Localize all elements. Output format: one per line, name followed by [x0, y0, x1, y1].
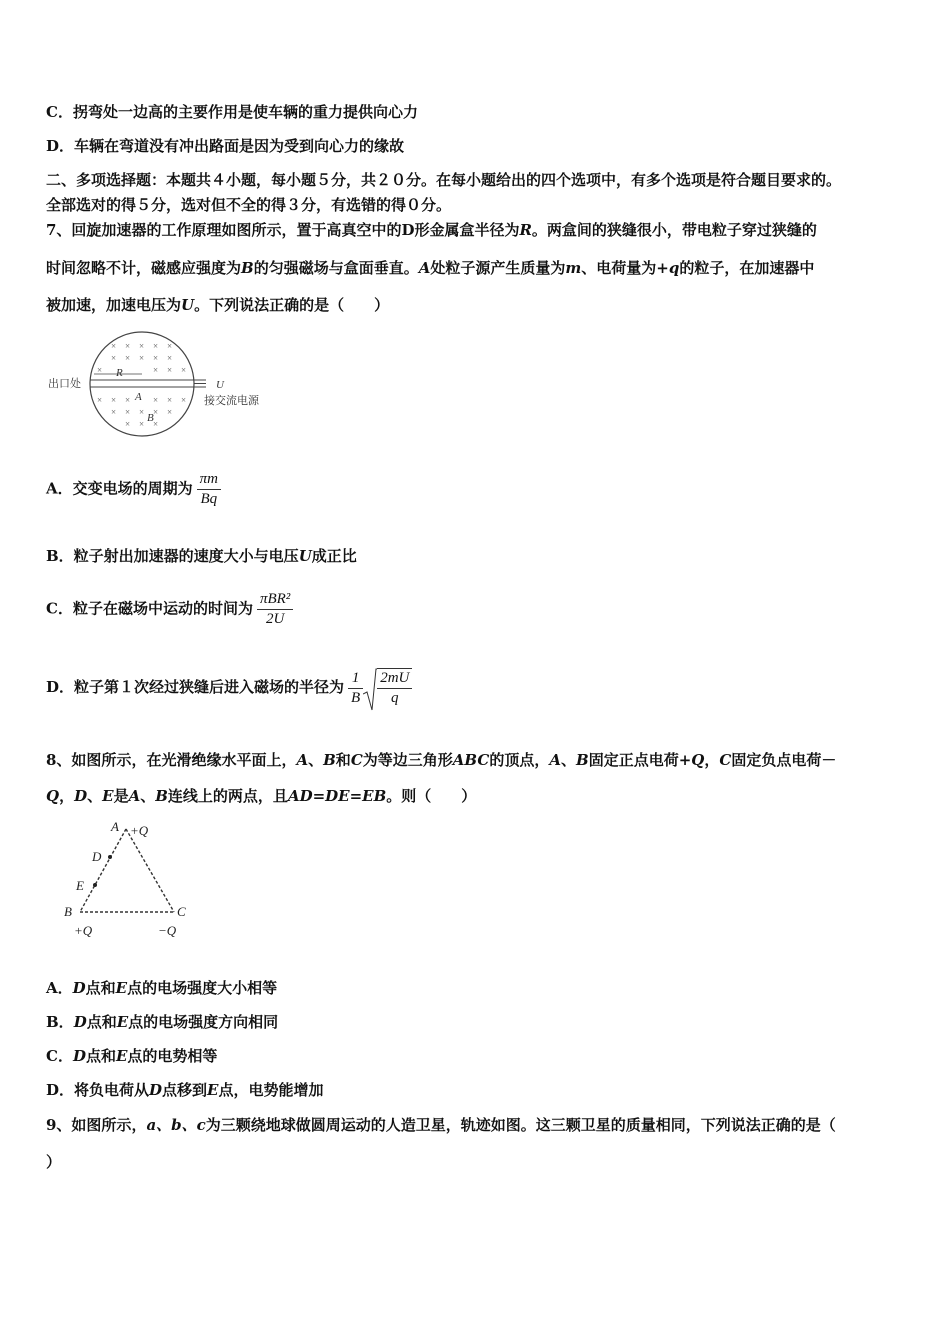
q8-stem-line2: Q，D、E是A、B连线上的两点，且AD=DE=EB。则（ ）	[46, 787, 477, 805]
radius-sqrt: $\frac{2mU}{q}$	[363, 668, 412, 708]
section2-heading-line2: 全部选对的得５分，选对但不全的得３分，有选错的得０分。	[46, 196, 452, 214]
ac-source-label: 接交流电源	[204, 395, 259, 407]
cyclotron-figure	[46, 330, 286, 445]
period-fraction: $\frac{\pi m}{Bq}$	[197, 470, 221, 509]
magnetic-field-crosses	[97, 341, 186, 429]
field-cross: ×	[153, 341, 159, 351]
radius-fraction: $\frac{1}{B}$	[348, 669, 363, 708]
q7-option-a: A．交变电场的周期为 $\frac{\pi m}{Bq}$	[46, 470, 221, 509]
side-ab	[80, 829, 126, 912]
field-cross: ×	[153, 365, 159, 375]
field-cross: ×	[125, 341, 131, 351]
vertex-b-charge: +Q	[74, 923, 93, 938]
q7-option-b: B．粒子射出加速器的速度大小与电压U成正比	[46, 547, 357, 565]
field-cross: ×	[167, 365, 173, 375]
field-label: B	[147, 412, 154, 424]
q7-stem-line1: 7、回旋加速器的工作原理如图所示，置于高真空中的D形金属盒半径为R。两盒间的狭缝很小，带电粒子穿过狭缝的	[46, 221, 817, 239]
field-cross: ×	[167, 395, 173, 405]
field-cross: ×	[139, 353, 145, 363]
q8-option-a: A．D点和E点的电场强度大小相等	[46, 979, 278, 997]
vertex-c-label: C	[177, 904, 186, 919]
q7-option-c: C．粒子在磁场中运动的时间为 $\frac{\text{πBR²}}{2U}$	[46, 590, 293, 629]
field-cross: ×	[153, 353, 159, 363]
point-e-label: E	[76, 878, 84, 893]
triangle-figure	[46, 815, 206, 945]
point-d-label: D	[92, 849, 102, 864]
voltage-label: U	[216, 379, 224, 391]
field-cross: ×	[125, 407, 131, 417]
field-cross: ×	[111, 407, 117, 417]
q6-option-c: C．拐弯处一边高的主要作用是使车辆的重力提供向心力	[46, 103, 418, 121]
field-cross: ×	[181, 365, 187, 375]
field-cross: ×	[97, 395, 103, 405]
exit-label: 出口处	[48, 378, 81, 390]
q7-stem-line2: 时间忽略不计，磁感应强度为B的匀强磁场与盒面垂直。A处粒子源产生质量为m、电荷量为+q的粒子，在加速器中	[46, 259, 815, 277]
field-cross: ×	[139, 341, 145, 351]
vertex-a-label: A	[111, 819, 119, 834]
q8-option-b: B．D点和E点的电场强度方向相同	[46, 1013, 279, 1031]
vertex-a-charge: +Q	[130, 823, 149, 838]
q9-stem-line2: ）	[46, 1153, 62, 1171]
section2-heading: 二、多项选择题：本题共４小题，每小题５分，共２０分。在每小题给出的四个选项中，有多个选项是符合题目要求的。	[46, 171, 842, 189]
radius-label: R	[116, 367, 123, 379]
side-ac	[126, 829, 174, 912]
q8-stem-line1: 8、如图所示，在光滑绝缘水平面上，A、B和C为等边三角形ABC的顶点，A、B固定正点电荷+Q，C固定负点电荷－	[46, 751, 837, 769]
vertex-c-charge: −Q	[158, 923, 177, 938]
source-label: A	[135, 391, 142, 403]
time-fraction: $\frac{\text{πBR²}}{2U}$	[257, 590, 293, 629]
field-cross: ×	[125, 419, 131, 429]
field-cross: ×	[153, 395, 159, 405]
field-cross: ×	[181, 395, 187, 405]
field-cross: ×	[111, 353, 117, 363]
point-e	[93, 883, 97, 887]
field-cross: ×	[111, 395, 117, 405]
q8-option-d: D．将负电荷从D点移到E点，电势能增加	[46, 1081, 324, 1099]
q6-option-d: D．车辆在弯道没有冲出路面是因为受到向心力的缘故	[46, 137, 405, 155]
field-cross: ×	[139, 419, 145, 429]
q7-option-d: D．粒子第１次经过狭缝后进入磁场的半径为 $\frac{1}{B}$ $\frac{2mU}{q}$	[46, 668, 412, 708]
field-cross: ×	[125, 395, 131, 405]
q7-stem-line3: 被加速，加速电压为U。下列说法正确的是（ ）	[46, 296, 390, 314]
field-cross: ×	[167, 341, 173, 351]
point-d	[108, 855, 112, 859]
field-cross: ×	[139, 407, 145, 417]
field-cross: ×	[97, 365, 103, 375]
q9-stem-line1: 9、如图所示，a、b、c为三颗绕地球做圆周运动的人造卫星，轨迹如图。这三颗卫星的质量相同，下列说法正确的是（	[46, 1116, 836, 1134]
field-cross: ×	[153, 407, 159, 417]
field-cross: ×	[111, 341, 117, 351]
field-cross: ×	[125, 353, 131, 363]
q8-option-c: C．D点和E点的电势相等	[46, 1047, 218, 1065]
field-cross: ×	[167, 353, 173, 363]
vertex-b-label: B	[64, 904, 72, 919]
field-cross: ×	[167, 407, 173, 417]
field-cross: ×	[153, 419, 159, 429]
